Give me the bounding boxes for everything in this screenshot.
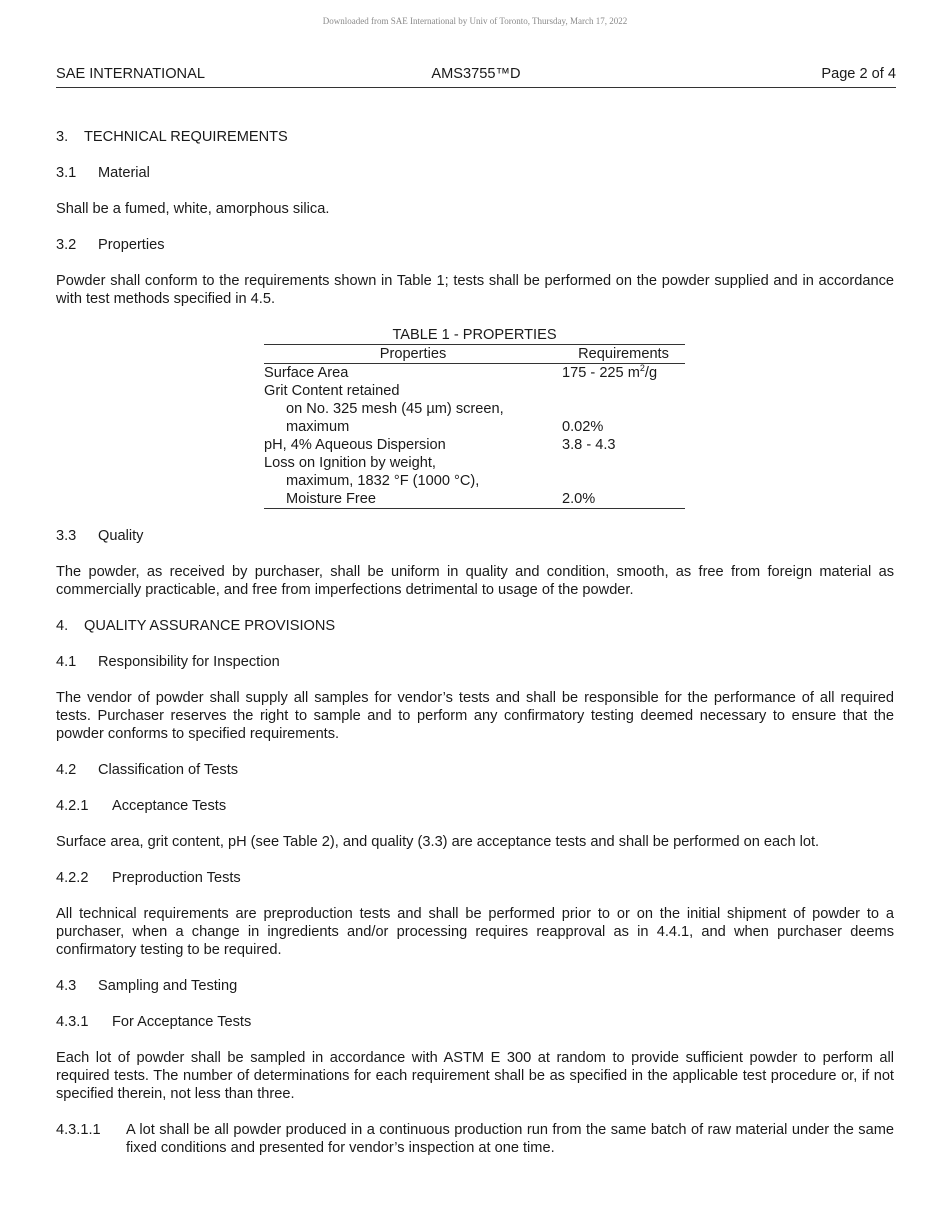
section-title: Sampling and Testing	[98, 978, 238, 994]
section-4-2-heading	[56, 761, 894, 779]
table-title: TABLE 1 - PROPERTIES	[264, 326, 685, 345]
section-3-1-text: Shall be a fumed, white, amorphous silica.	[56, 201, 330, 217]
property-line: maximum	[286, 419, 350, 435]
section-3-3-heading	[56, 527, 894, 545]
section-number: 4.3	[56, 978, 77, 994]
requirement-cell	[562, 382, 685, 436]
section-title: Preproduction Tests	[112, 870, 241, 886]
section-4-3-heading	[56, 977, 894, 995]
table-header-properties: Properties	[379, 346, 447, 362]
section-4-1-text: The vendor of powder shall supply all samples for vendor’s tests and shall be responsible for the performance of all required tests. Purchaser reserves the right to sample and to perform any confirmatory testing deemed necessary to ensure that the powder conforms to specified requirements.	[56, 690, 894, 742]
section-4-3-1-heading	[56, 1013, 894, 1031]
download-watermark: Downloaded from SAE International by Univ of Toronto, Thursday, March 17, 2022	[322, 16, 628, 26]
header-page-number: Page 2 of 4	[821, 66, 896, 82]
section-3-2-heading	[56, 236, 894, 254]
section-4-1-heading	[56, 653, 894, 671]
section-title: Classification of Tests	[98, 762, 239, 778]
section-3-1-heading	[56, 164, 894, 182]
property-cell	[264, 454, 562, 508]
section-4-2-2-text: All technical requirements are preproduction tests and shall be performed prior to or on the initial shipment of powder to a purchaser, when a change in ingredients and/or processing requires reapproval as in 4.4.1, and when purchaser deems confirmatory testing to be required.	[56, 906, 894, 958]
requirement-unit-tail: /g	[644, 365, 658, 381]
property-line: maximum, 1832 °F (1000 °C),	[286, 473, 480, 489]
section-number: 4.2.2	[56, 870, 89, 886]
property-line: Moisture Free	[286, 491, 377, 507]
page-header	[56, 66, 896, 88]
table-header-requirements: Requirements	[578, 346, 669, 362]
section-title: For Acceptance Tests	[112, 1014, 252, 1030]
section-4-3-1-text: Each lot of powder shall be sampled in accordance with ASTM E 300 at random to provide sufficient powder to perform all required tests. The number of determinations for each requirement shall be as specified in the applicable test procedure or, if not specified therein, not less than three.	[56, 1050, 894, 1102]
property-cell: Surface Area	[264, 365, 349, 381]
section-title: Acceptance Tests	[112, 798, 227, 814]
section-title: Quality	[98, 528, 144, 544]
property-line: Grit Content retained	[264, 383, 400, 399]
section-number: 4.3.1.1	[56, 1122, 101, 1138]
section-number: 3.2	[56, 237, 77, 253]
table-row	[264, 364, 685, 382]
section-number: 3.	[56, 129, 69, 145]
header-publisher: SAE INTERNATIONAL	[56, 66, 205, 82]
property-cell: pH, 4% Aqueous Dispersion	[264, 437, 446, 453]
table-row	[264, 454, 685, 508]
section-4-2-2-heading	[56, 869, 894, 887]
section-number: 3.3	[56, 528, 77, 544]
table-row	[264, 436, 685, 454]
section-4-heading	[56, 617, 894, 635]
requirement-cell: 3.8 - 4.3	[562, 437, 616, 453]
section-4-3-1-1	[56, 1121, 894, 1157]
properties-table	[264, 326, 685, 509]
section-number: 4.2	[56, 762, 77, 778]
table-header-row	[264, 345, 685, 364]
requirement-cell	[562, 364, 685, 382]
header-document-id: AMS3755™D	[431, 66, 521, 82]
property-cell	[264, 382, 562, 436]
section-number: 4.3.1	[56, 1014, 89, 1030]
section-3-heading	[56, 128, 894, 146]
section-4-3-1-1-text: A lot shall be all powder produced in a continuous production run from the same batch of raw material under the same fixed conditions and presented for vendor’s inspection at one time.	[126, 1122, 894, 1156]
section-4-2-1-text: Surface area, grit content, pH (see Table 2), and quality (3.3) are acceptance tests and shall be performed on each lot.	[56, 834, 820, 850]
section-title: TECHNICAL REQUIREMENTS	[84, 129, 288, 145]
table-body	[264, 364, 685, 509]
section-4-2-1-heading	[56, 797, 894, 815]
section-number: 4.1	[56, 654, 77, 670]
section-number: 4.2.1	[56, 798, 89, 814]
property-line: Loss on Ignition by weight,	[264, 455, 436, 471]
requirement-superscript: 2	[639, 363, 645, 374]
section-title: QUALITY ASSURANCE PROVISIONS	[84, 618, 336, 634]
property-line: on No. 325 mesh (45 µm) screen,	[286, 401, 504, 417]
requirement-value: 2.0%	[562, 491, 596, 507]
document-body	[56, 128, 894, 1175]
section-number: 4.	[56, 618, 69, 634]
requirement-cell	[562, 454, 685, 508]
requirement-value: 175 - 225 m	[562, 365, 640, 381]
requirement-value: 0.02%	[562, 419, 604, 435]
section-title: Material	[98, 165, 150, 181]
section-number: 3.1	[56, 165, 77, 181]
section-3-3-text: The powder, as received by purchaser, shall be uniform in quality and condition, smooth, as free from foreign material as commercially practicable, and free from imperfections detrimental to usage of the powder.	[56, 564, 894, 598]
section-3-2-text: Powder shall conform to the requirements shown in Table 1; tests shall be performed on the powder supplied and in accordance with test methods specified in 4.5.	[56, 273, 894, 307]
section-title: Responsibility for Inspection	[98, 654, 280, 670]
section-title: Properties	[98, 237, 165, 253]
table-row	[264, 382, 685, 436]
